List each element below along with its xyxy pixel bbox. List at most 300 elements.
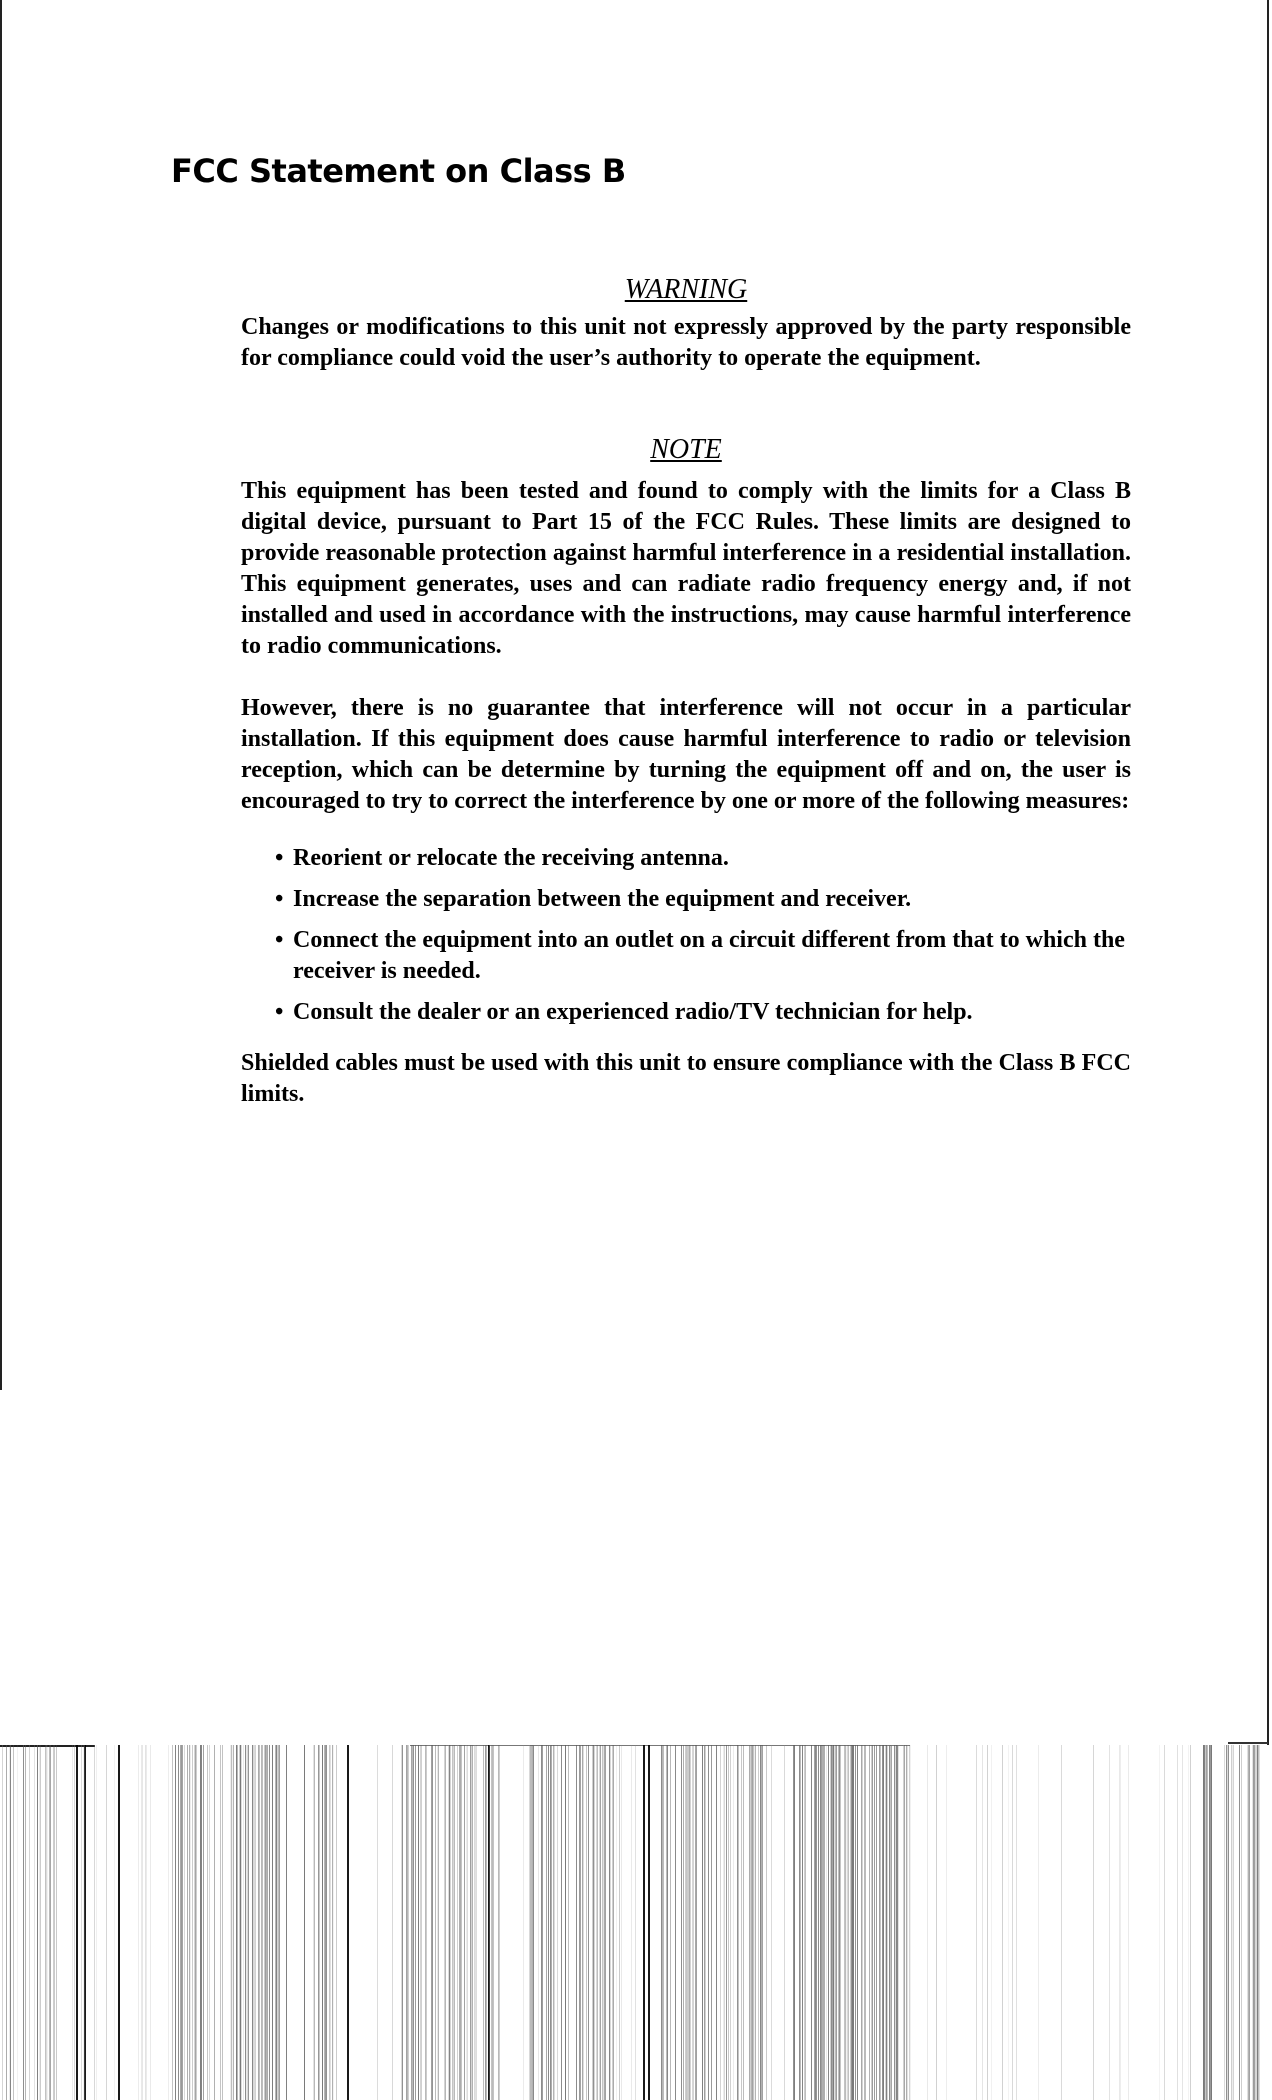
scan-streak (910, 1745, 911, 2100)
scan-streak (262, 1745, 263, 2100)
list-item (277, 925, 1131, 987)
scan-right-edge (1267, 0, 1269, 1745)
scan-streak (254, 1745, 255, 2100)
scan-streak (333, 1745, 334, 2100)
scan-streak (821, 1745, 822, 2100)
scan-streak (686, 1745, 687, 2100)
scan-streak (231, 1745, 232, 2100)
scan-streak (1252, 1745, 1253, 2100)
scan-streak (695, 1745, 696, 2100)
scan-streak (605, 1745, 606, 2100)
scan-streak (554, 1745, 555, 2100)
scan-streak (662, 1745, 663, 2100)
scan-streak (457, 1745, 458, 2100)
scan-streak (431, 1745, 432, 2100)
scan-streak (531, 1745, 532, 2100)
scan-streak (876, 1745, 877, 2100)
scan-streak (325, 1745, 326, 2100)
scan-streak (1164, 1745, 1165, 2100)
scan-streak (631, 1745, 632, 2100)
scan-streak (1259, 1745, 1260, 2100)
shielded-cables-note: Shielded cables must be used with this unit to ensure compliance with the Class B FCC limits. (241, 1050, 1131, 1107)
scan-streak (253, 1745, 254, 2100)
measure-text: Consult the dealer or an experienced radio/TV technician for help. (293, 999, 973, 1025)
scan-streak (610, 1745, 611, 2100)
scan-streak (269, 1745, 270, 2100)
scan-streak (889, 1745, 890, 2100)
scan-streak (472, 1745, 473, 2100)
scan-streak (37, 1745, 38, 2100)
scan-streak (142, 1745, 143, 2100)
scan-streak (982, 1745, 983, 2100)
scan-streak (702, 1745, 703, 2100)
scan-streak (750, 1745, 751, 2100)
scan-streak (818, 1745, 819, 2100)
scan-streak (190, 1745, 191, 2100)
scan-streak (1257, 1745, 1258, 2100)
scan-streak (318, 1745, 319, 2100)
scan-streak (146, 1745, 147, 2100)
scan-streak (255, 1745, 256, 2100)
scan-streak (1224, 1745, 1225, 2100)
scan-streak (670, 1745, 671, 2100)
scan-streak (880, 1745, 881, 2100)
scan-streak (927, 1745, 928, 2100)
scan-streak (245, 1745, 246, 2100)
scan-streak (322, 1745, 323, 2100)
scan-streak (408, 1745, 409, 2100)
scan-streak (461, 1745, 462, 2100)
scan-streak (13, 1745, 14, 2100)
scan-streak (189, 1745, 190, 2100)
scan-streak (897, 1745, 898, 2100)
scan-streak (54, 1745, 55, 2100)
scan-streak (851, 1745, 852, 2100)
scan-streak (450, 1745, 451, 2100)
scan-streak (25, 1745, 26, 2100)
note-paragraph-1: This equipment has been tested and found to comply with the limits for a Class B digital device, pursuant to Part 15 of the FCC Rules. These limits are designed to provide reasonable protection against harmful interference in a residential installation. This equipment generates, uses and can radiate radio frequency energy and, if not installed and used in accordance with the instructions, may cause harmful interference to radio communications. (241, 478, 1131, 659)
scan-streak (529, 1745, 530, 2100)
scan-streak (407, 1745, 408, 2100)
scan-streak (784, 1745, 785, 2100)
bullet-icon: • (275, 886, 284, 912)
scan-streak (541, 1745, 542, 2100)
scan-streak (406, 1745, 407, 2100)
scan-streak (857, 1745, 858, 2100)
scan-streak (464, 1745, 465, 2100)
scan-streak (976, 1745, 977, 2100)
scan-streak (454, 1745, 455, 2100)
scan-streak (766, 1745, 767, 2100)
scan-streak (565, 1745, 566, 2100)
page-title: FCC Statement on Class B (171, 152, 626, 190)
scan-streak (711, 1745, 712, 2100)
scan-streak (690, 1745, 691, 2100)
scan-streak (823, 1745, 824, 2100)
scan-streak (811, 1745, 812, 2100)
scan-streak (178, 1745, 179, 2100)
scan-streak (1203, 1745, 1204, 2100)
scan-streak (588, 1745, 589, 2100)
scan-streak (336, 1745, 337, 2100)
scan-streak (276, 1745, 277, 2100)
scan-streak (613, 1745, 614, 2100)
scan-streak (486, 1745, 487, 2100)
scan-streak (265, 1745, 266, 2100)
scan-streak (869, 1745, 870, 2100)
scan-streak (449, 1745, 450, 2100)
scan-streak (602, 1745, 603, 2100)
scan-streak (704, 1745, 705, 2100)
scan-streak (232, 1745, 233, 2100)
scan-streak (168, 1745, 169, 2100)
scan-streak (730, 1745, 731, 2100)
scan-streak (1016, 1745, 1017, 2100)
scan-streak (794, 1745, 795, 2100)
scan-streak (793, 1745, 794, 2100)
scan-streak (862, 1745, 863, 2100)
scan-streak (347, 1745, 349, 2100)
scan-streak (453, 1745, 454, 2100)
scan-streak (583, 1745, 584, 2100)
scan-streak (420, 1745, 421, 2100)
scan-streak (681, 1745, 682, 2100)
scan-streak (332, 1745, 333, 2100)
scan-streak (432, 1745, 433, 2100)
scan-streak (247, 1745, 248, 2100)
scan-streak (687, 1745, 688, 2100)
scan-streak (1002, 1745, 1003, 2100)
scan-streak (248, 1745, 249, 2100)
scan-streak (118, 1745, 120, 2100)
scan-streak (418, 1745, 419, 2100)
scan-streak (267, 1745, 268, 2100)
scan-streak (894, 1745, 895, 2100)
scan-streak (47, 1745, 48, 2100)
scan-streak (195, 1745, 196, 2100)
scan-streak (882, 1745, 883, 2100)
scan-streak (23, 1745, 24, 2100)
scan-streak (692, 1745, 693, 2100)
scan-streak (1008, 1745, 1009, 2100)
scan-streak (415, 1745, 416, 2100)
scan-streak (838, 1745, 839, 2100)
scan-streak (1210, 1745, 1211, 2100)
scan-streak (833, 1745, 834, 2100)
scan-streak (890, 1745, 891, 2100)
scan-streak (835, 1745, 836, 2100)
scan-streak (1120, 1745, 1121, 2100)
scan-streak (324, 1745, 325, 2100)
scan-streak (903, 1745, 904, 2100)
scan-streak (29, 1745, 30, 2100)
scan-streak (1258, 1745, 1259, 2100)
scan-streak (762, 1745, 763, 2100)
warning-heading: WARNING (624, 274, 748, 305)
scan-streak (10, 1745, 11, 2100)
scan-streak (49, 1745, 50, 2100)
list-item (277, 884, 1131, 915)
scan-streak (815, 1745, 816, 2100)
scan-streak (741, 1745, 742, 2100)
scan-streak (237, 1745, 238, 2100)
scan-streak (845, 1745, 846, 2100)
scan-streak (445, 1745, 446, 2100)
scan-streak (600, 1745, 601, 2100)
scan-streak (233, 1745, 234, 2100)
scan-streak (448, 1745, 449, 2100)
scan-streak (392, 1745, 393, 2100)
scan-streak (1177, 1745, 1178, 2100)
scan-streak (84, 1745, 85, 2100)
scan-streak (138, 1745, 139, 2100)
scan-streak (594, 1745, 595, 2100)
scan-streak (771, 1745, 772, 2100)
scan-streak (40, 1745, 41, 2100)
scan-streak (286, 1745, 287, 2100)
scan-streak (1109, 1745, 1110, 2100)
scan-streak (831, 1745, 832, 2100)
scan-streak (550, 1745, 551, 2100)
scan-streak (1211, 1745, 1212, 2100)
scan-streak (326, 1745, 327, 2100)
scan-streak (1093, 1745, 1094, 2100)
scan-streak (1247, 1745, 1248, 2100)
scan-streak (834, 1745, 835, 2100)
scan-streak (855, 1745, 856, 2100)
scan-streak (499, 1745, 500, 2100)
scan-streak (476, 1745, 477, 2100)
scan-streak (895, 1745, 896, 2100)
scan-streak (799, 1745, 800, 2100)
scan-streak (576, 1745, 577, 2100)
scan-streak (723, 1745, 724, 2100)
scan-streak (847, 1745, 848, 2100)
scan-streak (180, 1745, 181, 2100)
scan-streak (551, 1745, 552, 2100)
scan-streak (828, 1745, 829, 2100)
scan-streak (81, 1745, 82, 2100)
scan-streak (822, 1745, 823, 2100)
scan-streak (474, 1745, 475, 2100)
scan-streak (491, 1745, 492, 2100)
list-item (277, 843, 1131, 874)
scan-streak (597, 1745, 598, 2100)
scan-streak (34, 1745, 35, 2100)
scan-streak (724, 1745, 725, 2100)
scan-streak (1061, 1745, 1062, 2100)
scan-streak (906, 1745, 907, 2100)
scan-streak (150, 1745, 151, 2100)
scan-streak (96, 1745, 97, 2100)
scan-streak (592, 1745, 593, 2100)
scan-streak (561, 1745, 562, 2100)
scan-streak (319, 1745, 320, 2100)
scan-streak (452, 1745, 453, 2100)
scan-streak (523, 1745, 524, 2100)
scan-streak (222, 1745, 223, 2100)
scan-streak (846, 1745, 847, 2100)
scan-streak (753, 1745, 754, 2100)
scan-streak (304, 1745, 305, 2100)
scan-streak (568, 1745, 569, 2100)
scan-streak (643, 1745, 645, 2100)
scan-streak (201, 1745, 202, 2100)
scan-streak (313, 1745, 314, 2100)
scan-streak (184, 1745, 185, 2100)
scan-streak (1038, 1745, 1039, 2100)
scan-streak (871, 1745, 872, 2100)
scan-streak (329, 1745, 330, 2100)
scan-streak (689, 1745, 690, 2100)
scan-streak (533, 1745, 534, 2100)
scan-streak (56, 1745, 57, 2100)
scan-streak (852, 1745, 853, 2100)
scan-streak (1119, 1745, 1120, 2100)
scan-streak (46, 1745, 47, 2100)
scan-streak (548, 1745, 549, 2100)
scan-streak (1226, 1745, 1227, 2100)
scan-streak (1241, 1745, 1242, 2100)
bullet-icon: • (275, 845, 284, 871)
scan-streak (824, 1745, 825, 2100)
scan-streak (580, 1745, 581, 2100)
scan-streak (758, 1745, 759, 2100)
scan-streak (493, 1745, 494, 2100)
scan-streak (1227, 1745, 1228, 2100)
note-heading: NOTE (650, 434, 722, 465)
scan-streak (864, 1745, 865, 2100)
scan-streak (141, 1745, 142, 2100)
scan-streak (1209, 1745, 1210, 2100)
scan-streak (261, 1745, 262, 2100)
scan-streak (754, 1745, 755, 2100)
scan-streak (661, 1745, 662, 2100)
scan-streak (542, 1745, 543, 2100)
scan-streak (330, 1745, 331, 2100)
scan-streak (1232, 1745, 1233, 2100)
scan-streak (175, 1745, 176, 2100)
scan-streak (1190, 1745, 1191, 2100)
scan-streak (619, 1745, 620, 2100)
scan-streak (236, 1745, 237, 2100)
scan-streak (475, 1745, 476, 2100)
scan-streak (1012, 1745, 1013, 2100)
scan-streak (243, 1745, 244, 2100)
scan-streak (460, 1745, 461, 2100)
scan-streak (272, 1745, 273, 2100)
scan-streak (1188, 1745, 1189, 2100)
scan-streak (279, 1745, 280, 2100)
scan-streak (50, 1745, 51, 2100)
scan-streak (663, 1745, 664, 2100)
scan-streak (865, 1745, 866, 2100)
scan-streak (743, 1745, 744, 2100)
scan-streak (1207, 1745, 1208, 2100)
scan-streak (194, 1745, 195, 2100)
scan-streak (752, 1745, 753, 2100)
scan-streak (1248, 1745, 1249, 2100)
scan-noise-band (0, 1745, 1272, 2100)
scan-streak (530, 1745, 531, 2100)
scan-streak (667, 1745, 668, 2100)
scan-streak (1205, 1745, 1206, 2100)
scan-streak (946, 1745, 947, 2100)
scan-streak (421, 1745, 422, 2100)
scan-streak (1233, 1745, 1234, 2100)
scan-streak (459, 1745, 460, 2100)
scan-streak (278, 1745, 279, 2100)
scan-streak (1255, 1745, 1256, 2100)
scan-streak (755, 1745, 756, 2100)
scan-streak (45, 1745, 46, 2100)
scan-right-edge-hook (1228, 1742, 1268, 1744)
bullet-icon: • (275, 999, 284, 1025)
scan-streak (850, 1745, 851, 2100)
scan-streak (609, 1745, 610, 2100)
scan-streak (538, 1745, 539, 2100)
scan-streak (872, 1745, 873, 2100)
scan-streak (187, 1745, 188, 2100)
scan-streak (874, 1745, 875, 2100)
measure-text: Connect the equipment into an outlet on a circuit different from that to which the receiver is needed. (293, 927, 1125, 984)
scan-streak (751, 1745, 752, 2100)
scan-streak (1254, 1745, 1255, 2100)
scan-streak (209, 1745, 210, 2100)
warning-text: Changes or modifications to this unit not expressly approved by the party responsible for compliance could void the user’s authority to operate the equipment. (241, 314, 1131, 371)
scan-streak (546, 1745, 547, 2100)
scan-streak (612, 1745, 613, 2100)
scan-streak (688, 1745, 689, 2100)
scan-streak (1231, 1745, 1232, 2100)
scan-streak (467, 1745, 468, 2100)
scan-streak (816, 1745, 817, 2100)
scan-streak (1182, 1745, 1183, 2100)
scan-streak (240, 1745, 241, 2100)
scan-streak (936, 1745, 937, 2100)
scan-streak (74, 1745, 75, 2100)
scan-streak (114, 1745, 115, 2100)
scan-streak (203, 1745, 204, 2100)
scan-streak (53, 1745, 54, 2100)
scan-streak (264, 1745, 265, 2100)
scan-streak (683, 1745, 684, 2100)
scan-streak (991, 1745, 992, 2100)
scan-streak (1159, 1745, 1160, 2100)
scan-streak (277, 1745, 278, 2100)
scan-streak (1204, 1745, 1205, 2100)
scan-streak (685, 1745, 686, 2100)
scan-streak (200, 1745, 201, 2100)
scan-streak (1128, 1745, 1129, 2100)
scan-streak (844, 1745, 845, 2100)
scan-streak (239, 1745, 240, 2100)
scan-streak (666, 1745, 667, 2100)
scan-streak (106, 1745, 107, 2100)
measure-text: Increase the separation between the equipment and receiver. (293, 886, 912, 912)
scan-streak (314, 1745, 315, 2100)
scan-streak (737, 1745, 738, 2100)
scan-streak (230, 1745, 231, 2100)
scan-streak (181, 1745, 182, 2100)
scan-streak (885, 1745, 886, 2100)
scan-streak (720, 1745, 721, 2100)
scan-streak (987, 1745, 988, 2100)
scan-streak (836, 1745, 837, 2100)
scan-streak (840, 1745, 841, 2100)
scan-streak (596, 1745, 597, 2100)
scan-streak (675, 1745, 676, 2100)
